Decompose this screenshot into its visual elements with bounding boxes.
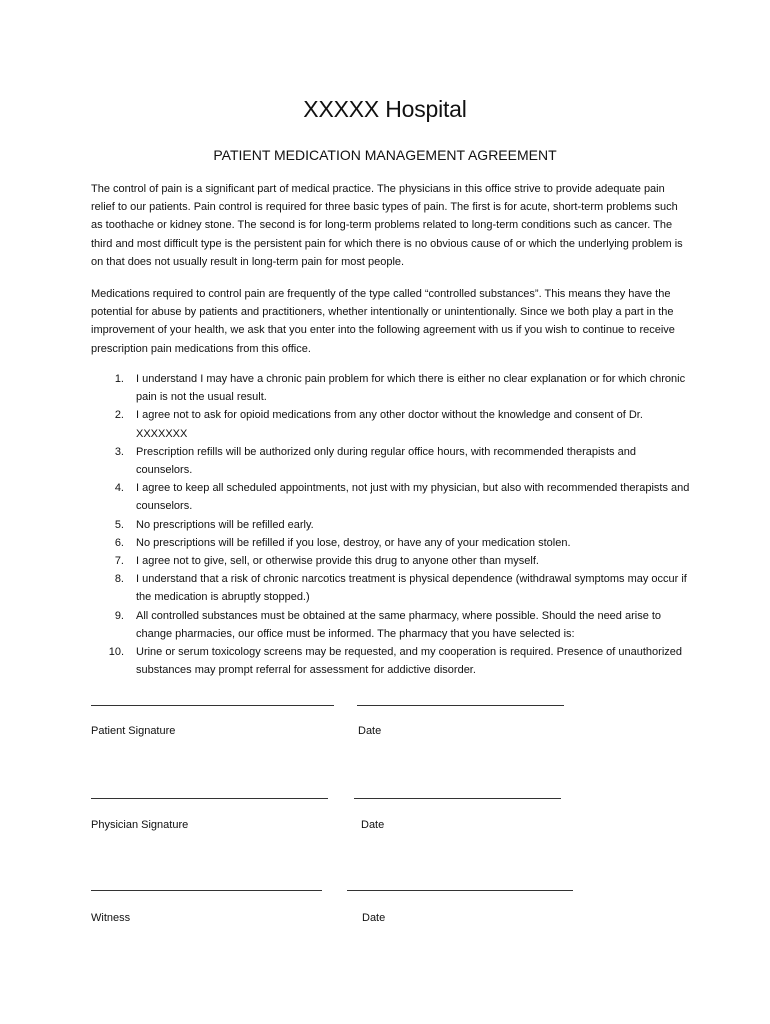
list-item-number: 8. bbox=[114, 573, 124, 586]
physician-date-label: Date bbox=[361, 819, 385, 831]
list-item-number: 3. bbox=[114, 445, 124, 458]
list-item-text: All controlled substances must be obtained at the same pharmacy, where possible. Should the need arise to change pharmacies, our office must be informed. The pharmacy that you have selected is: bbox=[136, 609, 662, 640]
physician-signature-line[interactable] bbox=[91, 798, 328, 799]
list-item-number: 2. bbox=[114, 409, 124, 422]
agreement-heading: PATIENT MEDICATION MANAGEMENT AGREEMENT bbox=[213, 147, 557, 163]
agreement-list bbox=[91, 370, 691, 679]
list-item bbox=[91, 479, 691, 515]
controlled-substances-paragraph: Medications required to control pain are frequently of the type called “controlled substances”. This means they have the potential for abuse by patients and practitioners, whether intentionally or unintentionally. Since we both play a part in the improvement of your health, we ask that you enter into the following agreement with us if you wish to continue to receive prescription pain medications from this office. bbox=[91, 288, 675, 355]
hospital-title: XXXXX Hospital bbox=[303, 96, 467, 122]
patient-date-line[interactable] bbox=[357, 705, 564, 706]
list-item-number: 1. bbox=[114, 373, 124, 385]
patient-date-label: Date bbox=[358, 725, 382, 737]
list-item-number: 9. bbox=[114, 609, 124, 622]
list-item-number: 5. bbox=[114, 518, 124, 531]
physician-date-line[interactable] bbox=[354, 798, 561, 799]
list-item-number: 7. bbox=[114, 555, 124, 568]
list-item bbox=[91, 370, 691, 406]
list-item bbox=[91, 516, 691, 534]
patient-signature-label: Patient Signature bbox=[91, 725, 176, 737]
witness-date-label: Date bbox=[362, 912, 386, 924]
witness-signature-line[interactable] bbox=[91, 890, 322, 891]
list-item bbox=[91, 552, 691, 570]
physician-signature-label: Physician Signature bbox=[91, 819, 189, 831]
list-item bbox=[91, 443, 691, 479]
list-item-text: I understand I may have a chronic pain problem for which there is either no clear explanation or for which chronic pain is not the usual result. bbox=[136, 373, 686, 404]
list-item bbox=[91, 534, 691, 552]
list-item bbox=[91, 570, 691, 606]
witness-date-line[interactable] bbox=[347, 890, 573, 891]
list-item bbox=[91, 643, 691, 679]
list-item bbox=[91, 607, 691, 643]
list-item bbox=[91, 406, 691, 442]
list-item-text: No prescriptions will be refilled if you lose, destroy, or have any of your medication stolen. bbox=[136, 536, 571, 549]
list-item-number: 4. bbox=[114, 482, 124, 495]
witness-label: Witness bbox=[91, 912, 131, 924]
list-item-text: I agree to keep all scheduled appointments, not just with my physician, but also with recommended therapists and counselors. bbox=[136, 482, 690, 513]
list-item-text: I understand that a risk of chronic narcotics treatment is physical dependence (withdrawal symptoms may occur if the medication is abruptly stopped.) bbox=[136, 573, 687, 604]
list-item-text: Prescription refills will be authorized only during regular office hours, with recommended therapists and counselors. bbox=[136, 445, 636, 477]
intro-paragraph: The control of pain is a significant part of medical practice. The physicians in this office strive to provide adequate pain relief to our patients. Pain control is required for three basic types of pain. The first is for acute, short-term problems such as toothache or kidney stone. The second is for long-term problems related to long-term conditions such as cancer. The third and most difficult type is the persistent pain for which there is no obvious cause of or which the underlying problem is on that does not usually result in long-term pain for most people. bbox=[91, 183, 683, 268]
list-item-text: Urine or serum toxicology screens may be requested, and my cooperation is required. Presence of unauthorized substances may prompt referral for assessment for addictive disorder. bbox=[136, 646, 683, 677]
list-item-number: 6. bbox=[114, 536, 124, 549]
list-item-text: I agree not to ask for opioid medications from any other doctor without the knowledge and consent of Dr. XXXXXXX bbox=[136, 409, 643, 440]
list-item-text: I agree not to give, sell, or otherwise provide this drug to anyone other than myself. bbox=[136, 555, 539, 568]
list-item-number: 10. bbox=[108, 646, 124, 659]
patient-signature-line[interactable] bbox=[91, 705, 334, 706]
list-item-text: No prescriptions will be refilled early. bbox=[136, 518, 314, 531]
